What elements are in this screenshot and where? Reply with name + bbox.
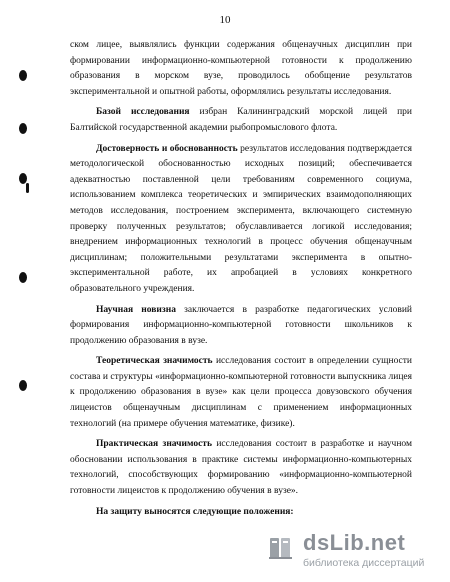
punch-hole-2	[19, 123, 27, 134]
paragraph-4-text: заключается в разработке педагогических условий формирования информационно-компьютерной готовности школьников к продолжению образования в вузе.	[70, 304, 412, 346]
paragraph-4-bold: Научная новизна	[96, 304, 176, 315]
paragraph-7-bold: На защиту выносятся следующие положения:	[96, 506, 294, 517]
paragraph-1-text: ском лицее, выявлялись функции содержания общенаучных дисциплин при формировании информационно-компьютерной готовности к продолжению образования в морском вузе, проводилось обобщение результатов экспериментальной и опытной работы, оформлялись результаты исследования.	[70, 40, 412, 97]
punch-hole-5	[19, 272, 27, 283]
paragraph-6-text: исследования состоит в разработке и научном обосновании использования в практике системы информационно-компьютерных технологий, способствующих формированию «информационно-компьютерной готовности лицеистов к продолжению обучения в вузе».	[70, 439, 412, 497]
document-body	[70, 38, 412, 525]
paragraph-4	[70, 303, 412, 350]
paragraph-7	[70, 505, 412, 521]
paragraph-3	[70, 142, 412, 298]
punch-hole-6	[19, 380, 27, 391]
paragraph-1	[70, 38, 412, 100]
paragraph-5-text: исследования состоит в определении сущности состава и структуры «информационно-компьютерной готовности выпускника лицея к продолжению образования в вузе» как цели процесса довузовского обучения лицеистов общенаучным дисциплинам с применением информационных технологий (на примере обучения математике, физике).	[70, 356, 413, 429]
watermark-title: dsLib.net	[303, 530, 406, 555]
paragraph-6	[70, 437, 412, 499]
paragraph-3-bold: Достоверность и обоснованность	[96, 143, 238, 154]
paragraph-2	[70, 105, 412, 136]
watermark	[267, 530, 442, 574]
dslib-logo-icon	[267, 534, 295, 562]
paragraph-5-bold: Теоретическая значимость	[96, 356, 213, 367]
page-number: 10	[219, 14, 231, 26]
paragraph-2-text: избран Калининградский морской лицей при Балтийской государственной академии рыбопромыслового флота.	[70, 107, 412, 133]
paragraph-6-bold: Практическая значимость	[96, 439, 212, 450]
watermark-subtitle: библиотека диссертаций	[303, 557, 425, 569]
paragraph-5	[70, 354, 412, 432]
punch-hole-4	[26, 183, 29, 193]
paragraph-2-bold: Базой исследования	[96, 107, 190, 118]
paragraph-3-text: результатов исследования подтверждается методологической обоснованностью исходных позиций; обеспечивается адекватностью поставленной цели требованиям современного социума, использованием комплекса теоретических и эмпирических взаимодополняющих методов исследования, построением эксперимента, включающего системную проверку полученных результатов; обуславливается логикой исследования; внедрением информационных технологий в процесс обучения общенаучным дисциплинам; положительными результатами эксперимента в опытно-экспериментальной работе, их апробацией в условиях конкретного образовательного учреждения.	[70, 143, 412, 294]
punch-hole-1	[19, 70, 27, 81]
